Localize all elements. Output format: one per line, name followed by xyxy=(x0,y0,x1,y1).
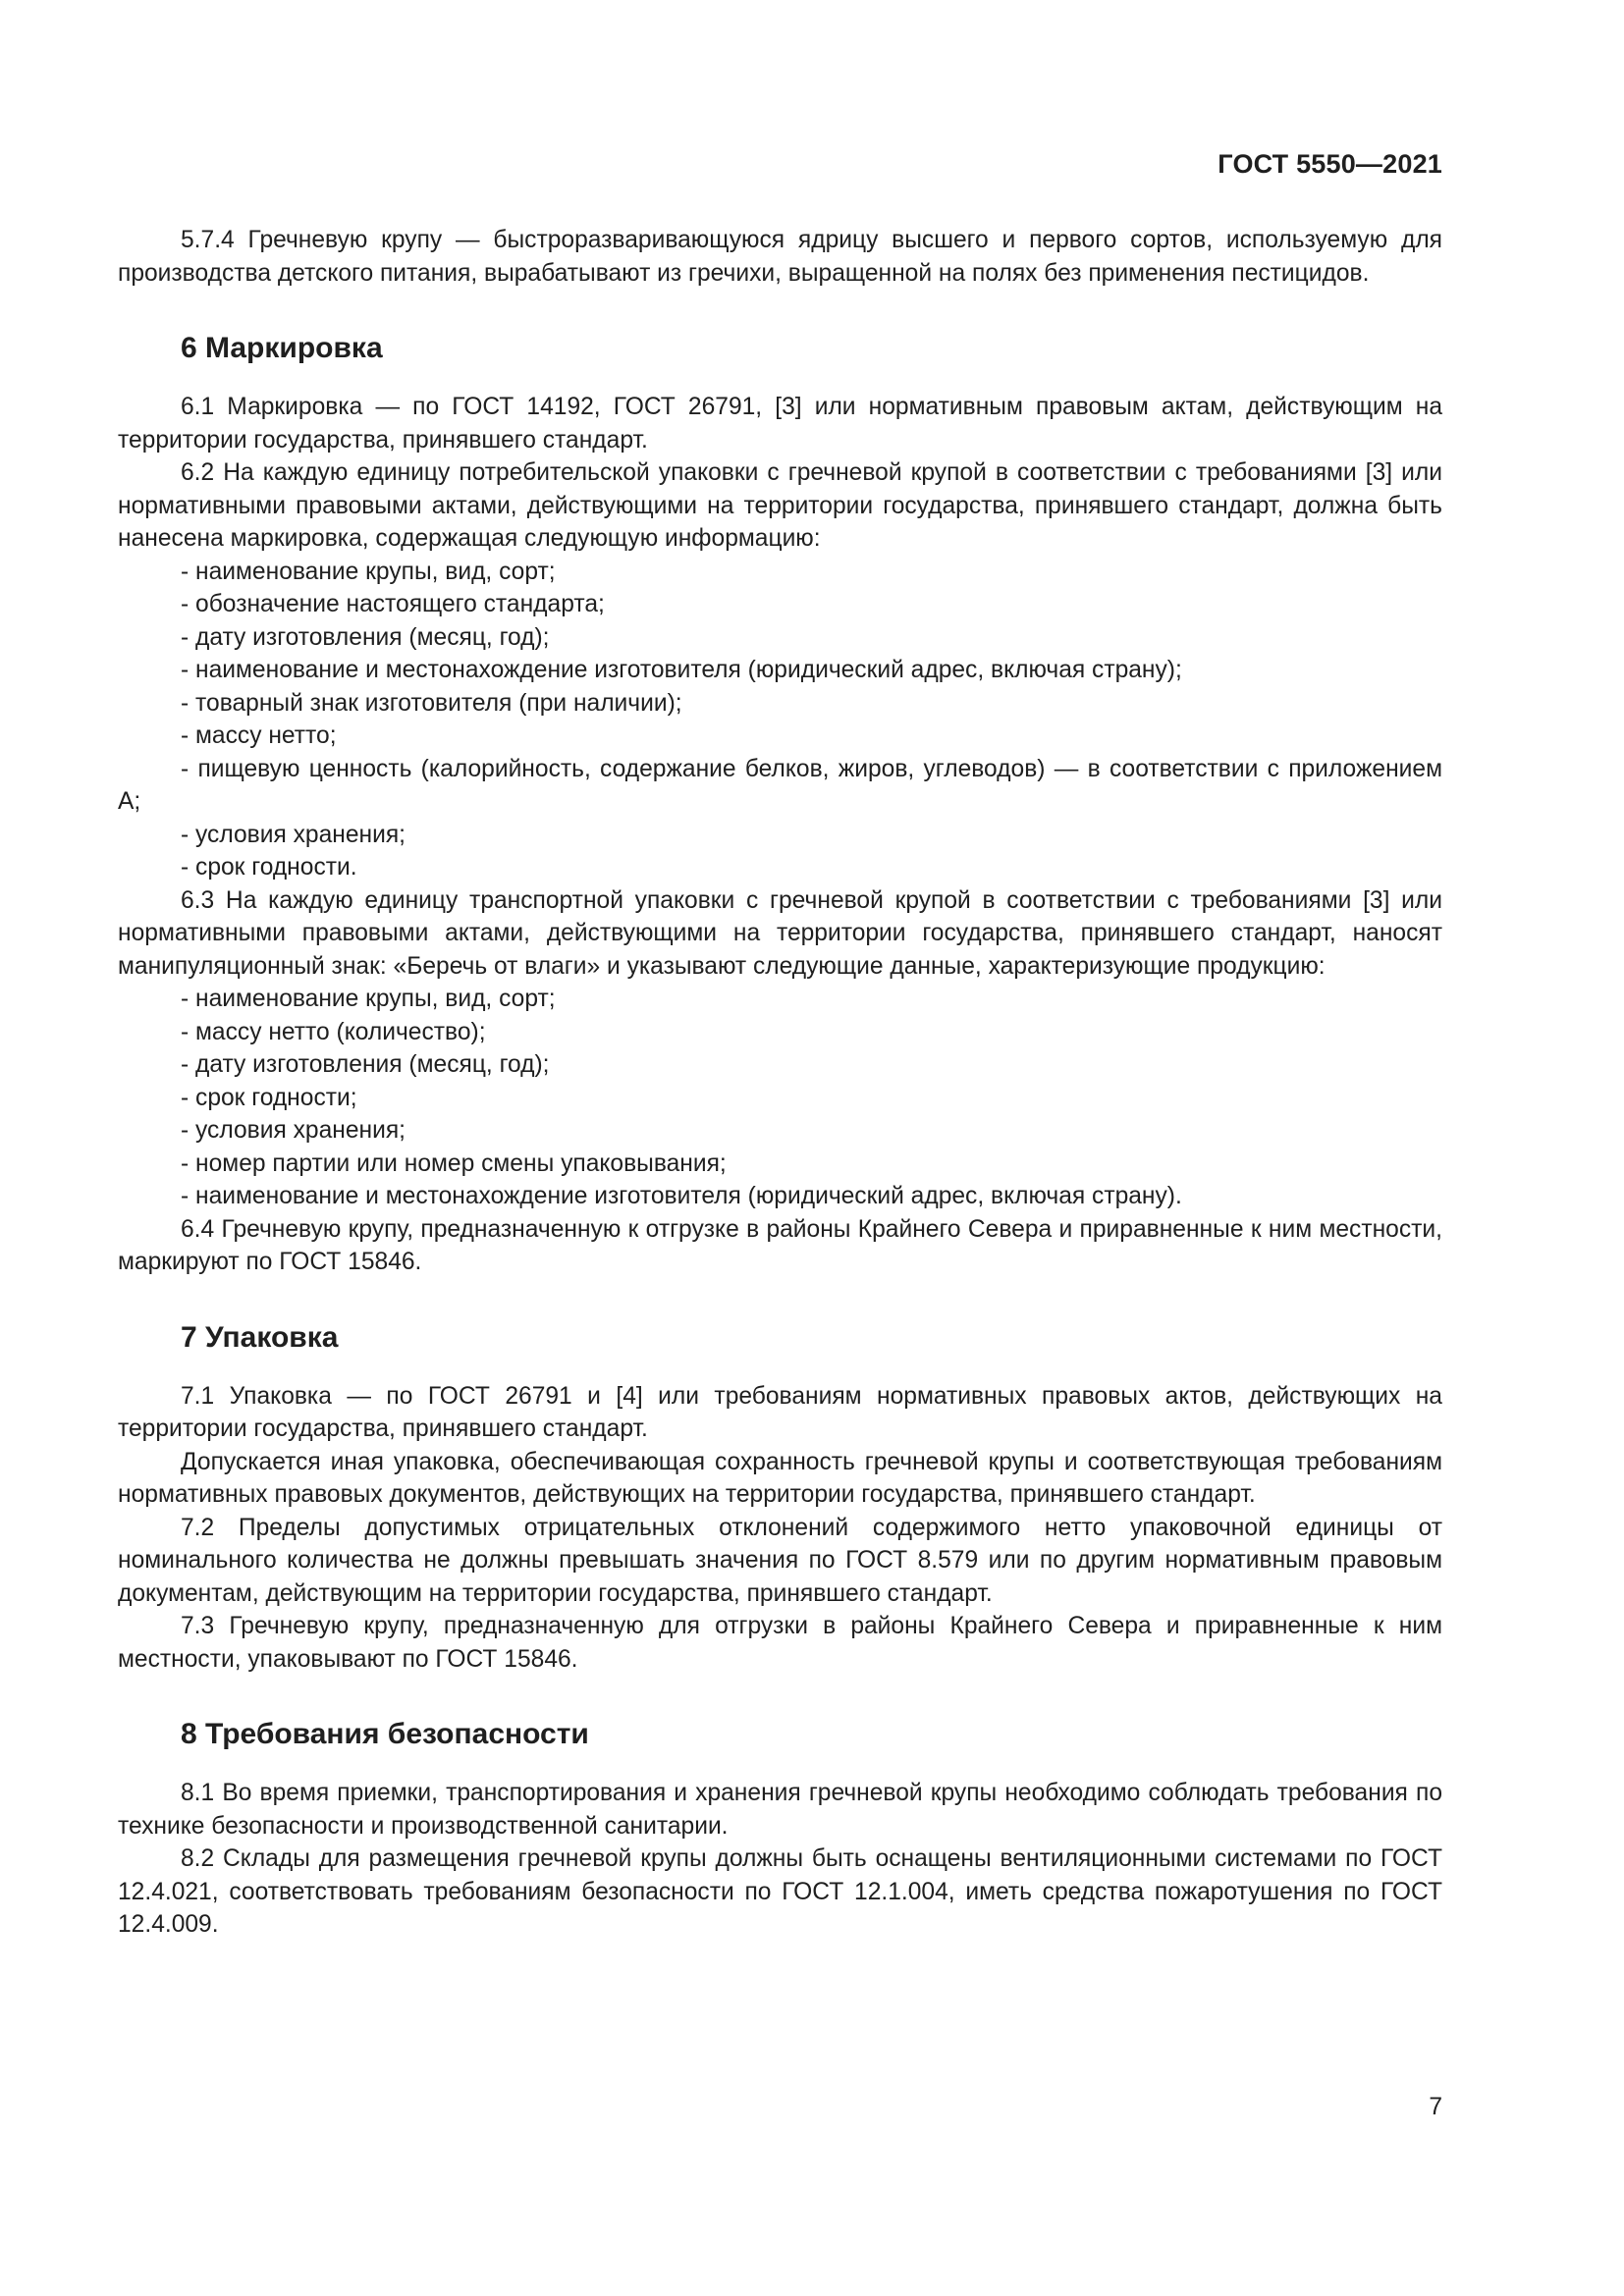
list-item: - массу нетто (количество); xyxy=(181,1018,486,1045)
list-item: - массу нетто; xyxy=(181,722,337,749)
list-item: - дату изготовления (месяц, год); xyxy=(181,623,550,651)
document-body xyxy=(118,224,1442,1942)
list-item: - дату изготовления (месяц, год); xyxy=(181,1051,550,1078)
paragraph-6-4: 6.4 Гречневую крупу, предназначенную к отгрузке в районы Крайнего Севера и приравненные к ним местности, маркируют по ГОСТ 15846. xyxy=(118,1215,1442,1275)
paragraph-7-3: 7.3 Гречневую крупу, предназначенную для отгрузки в районы Крайнего Севера и приравненные к ним местности, упаковывают по ГОСТ 15846. xyxy=(118,1613,1442,1673)
page-number: 7 xyxy=(1429,2094,1442,2120)
list-item: - срок годности. xyxy=(181,854,357,881)
paragraph-6-3: 6.3 На каждую единицу транспортной упаковки с гречневой крупой в соответствии с требованиями [3] или нормативными правовыми актами, действующими на территории государства, принявшего стандарт, наносят манипуляционный знак: «Беречь от влаги» и указывают следующие данные, характеризующие продукцию: xyxy=(118,886,1442,980)
list-item: - пищевую ценность (калорийность, содержание белков, жиров, углеводов) — в соответствии с приложением А; xyxy=(118,755,1442,815)
section-6-heading: 6 Маркировка xyxy=(181,332,383,364)
list-item: - обозначение настоящего стандарта; xyxy=(181,591,605,617)
paragraph-6-2: 6.2 На каждую единицу потребительской упаковки с гречневой крупой в соответствии с требованиями [3] или нормативными правовыми актами, действующими на территории государства, принявшего стандарт, должна быть нанесена маркировка, содержащая следующую информацию: xyxy=(118,459,1442,552)
section-8-heading: 8 Требования безопасности xyxy=(181,1718,589,1750)
paragraph-8-2: 8.2 Склады для размещения гречневой крупы должны быть оснащены вентиляционными системами по ГОСТ 12.4.021, соответствовать требованиям безопасности по ГОСТ 12.1.004, иметь средства пожаротушения по ГОСТ 12.4.009. xyxy=(118,1845,1442,1938)
paragraph-5-7-4: 5.7.4 Гречневую крупу — быстроразваривающуюся ядрицу высшего и первого сортов, используемую для производства детского питания, вырабатывают из гречихи, выращенной на полях без применения пестицидов. xyxy=(118,227,1442,287)
list-item: - номер партии или номер смены упаковывания; xyxy=(181,1149,727,1177)
paragraph-6-1: 6.1 Маркировка — по ГОСТ 14192, ГОСТ 26791, [3] или нормативным правовым актам, действующим на территории государства, принявшего стандарт. xyxy=(118,394,1442,454)
list-item: - условия хранения; xyxy=(181,1117,406,1144)
list-6-3 xyxy=(118,983,1442,1213)
list-6-2 xyxy=(118,556,1442,884)
paragraph-7-1-allowance: Допускается иная упаковка, обеспечивающая сохранность гречневой крупы и соответствующая требованиям нормативных правовых документов, действующих на территории государства, принявшего стандарт. xyxy=(118,1448,1442,1508)
paragraph-7-2: 7.2 Пределы допустимых отрицательных отклонений содержимого нетто упаковочной единицы от номинального количества не должны превышать значения по ГОСТ 8.579 или по другим нормативным правовым документам, действующим на территории государства, принявшего стандарт. xyxy=(118,1514,1442,1607)
list-item: - условия хранения; xyxy=(181,821,406,848)
list-item: - наименование и местонахождение изготовителя (юридический адрес, включая страну); xyxy=(181,657,1182,683)
list-item: - наименование и местонахождение изготовителя (юридический адрес, включая страну). xyxy=(181,1183,1182,1209)
list-item: - товарный знак изготовителя (при наличии); xyxy=(181,689,682,717)
list-item: - срок годности; xyxy=(181,1084,357,1111)
list-item: - наименование крупы, вид, сорт; xyxy=(181,558,556,585)
list-item: - наименование крупы, вид, сорт; xyxy=(181,986,556,1012)
paragraph-8-1: 8.1 Во время приемки, транспортирования и хранения гречневой крупы необходимо соблюдать требования по технике безопасности и производственной санитарии. xyxy=(118,1780,1442,1840)
section-7-heading: 7 Упаковка xyxy=(181,1320,339,1354)
paragraph-7-1: 7.1 Упаковка — по ГОСТ 26791 и [4] или требованиям нормативных правовых актов, действующих на территории государства, принявшего стандарт. xyxy=(118,1382,1442,1442)
document-code: ГОСТ 5550—2021 xyxy=(1218,149,1442,179)
